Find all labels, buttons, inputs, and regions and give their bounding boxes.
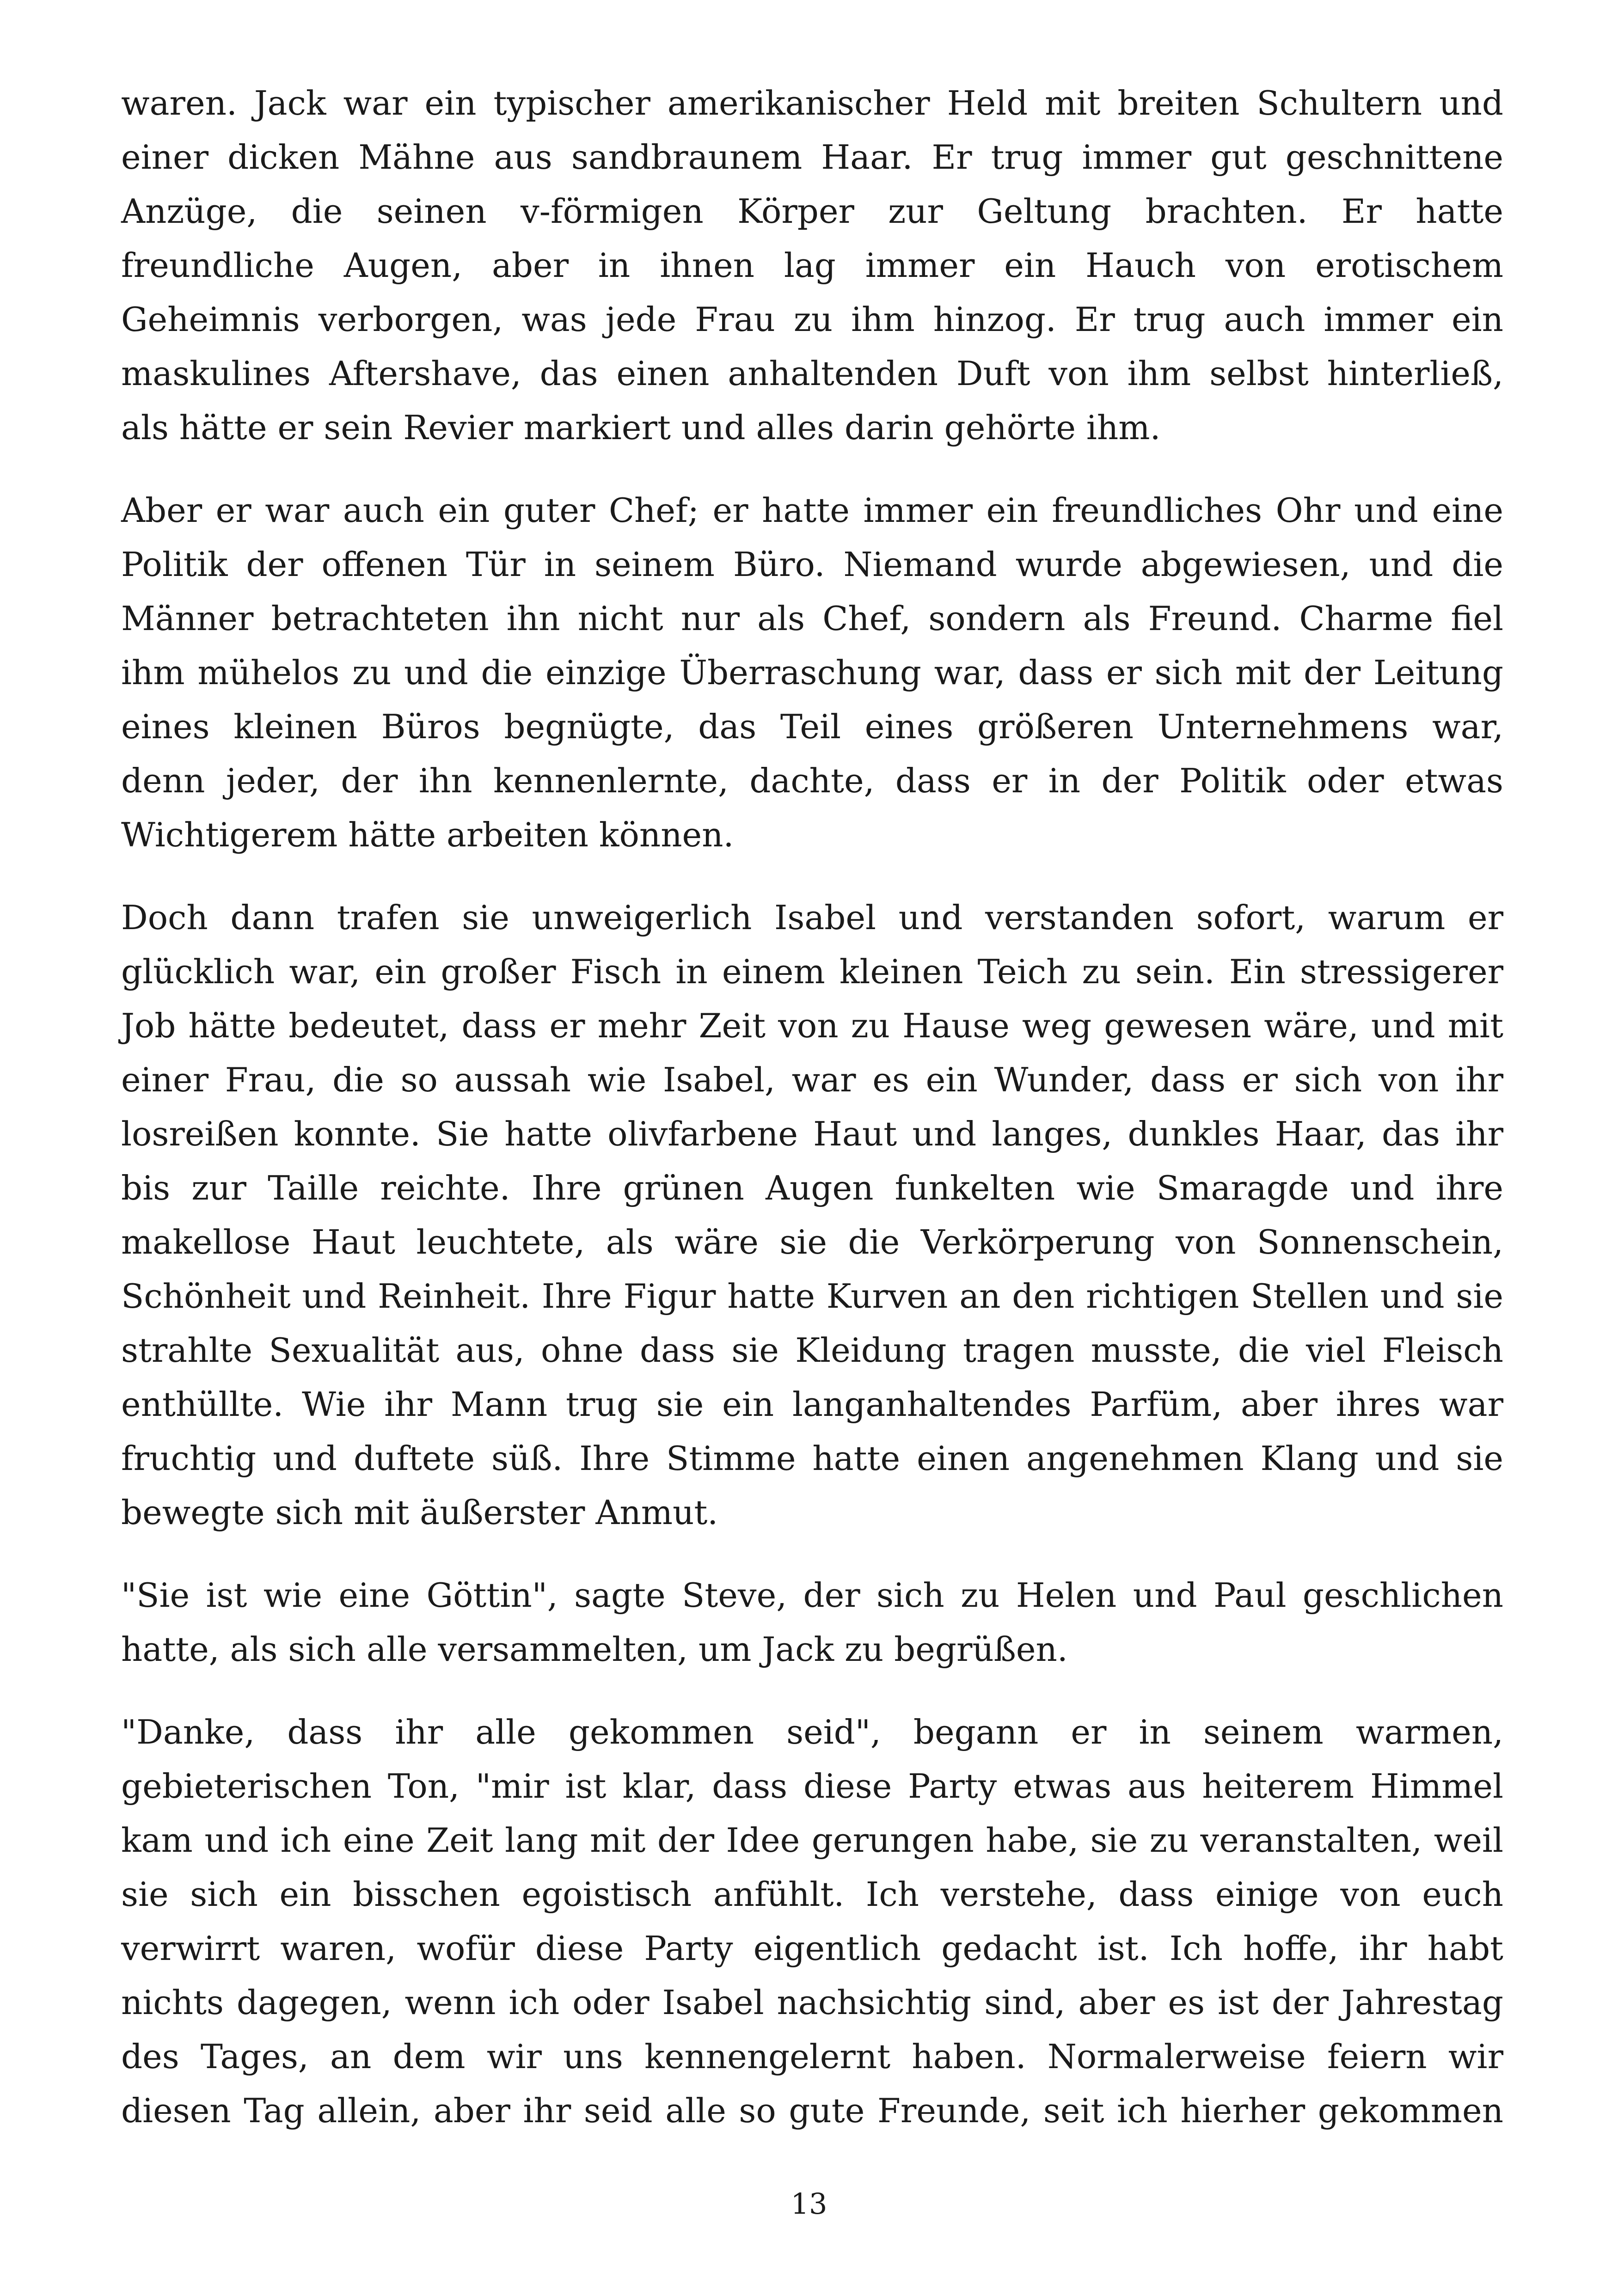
text-line: strahlte Sexualität aus, ohne dass sie Kleidung tragen musste, die viel Fleisch (121, 1331, 1503, 1370)
text-line: Doch dann trafen sie unweigerlich Isabel und verstanden sofort, warum er (121, 898, 1503, 937)
text-line: einer Frau, die so aussah wie Isabel, war es ein Wunder, dass er sich von ihr (121, 1060, 1503, 1099)
text-line: sie sich ein bisschen egoistisch anfühlt. Ich verstehe, dass einige von euch (121, 1875, 1503, 1914)
paragraph (121, 1705, 1503, 2138)
text-line: verwirrt waren, wofür diese Party eigentlich gedacht ist. Ich hoffe, ihr habt (121, 1929, 1503, 1968)
text-column (121, 76, 1503, 2138)
text-line: des Tages, an dem wir uns kennengelernt haben. Normalerweise feiern wir (121, 2037, 1503, 2076)
text-line: Wichtigerem hätte arbeiten können. (121, 815, 734, 854)
paragraph (121, 891, 1503, 1540)
text-line: bis zur Taille reichte. Ihre grünen Augen funkelten wie Smaragde und ihre (121, 1169, 1503, 1207)
page-number: 13 (791, 2187, 827, 2221)
paragraph (121, 1568, 1503, 1677)
text-line: freundliche Augen, aber in ihnen lag immer ein Hauch von erotischem (121, 246, 1503, 285)
text-line: Aber er war auch ein guter Chef; er hatte immer ein freundliches Ohr und eine (121, 491, 1503, 530)
text-line: als hätte er sein Revier markiert und alles darin gehörte ihm. (121, 408, 1161, 447)
text-line: ihm mühelos zu und die einzige Überraschung war, dass er sich mit der Leitung (121, 653, 1503, 692)
text-line: diesen Tag allein, aber ihr seid alle so gute Freunde, seit ich hierher gekommen (121, 2091, 1503, 2130)
text-line: hatte, als sich alle versammelten, um Jack zu begrüßen. (121, 1630, 1068, 1669)
text-line: "Sie ist wie eine Göttin", sagte Steve, der sich zu Helen und Paul geschlichen (121, 1576, 1503, 1615)
text-line: fruchtig und duftete süß. Ihre Stimme hatte einen angenehmen Klang und sie (121, 1439, 1503, 1478)
text-line: maskulines Aftershave, das einen anhaltenden Duft von ihm selbst hinterließ, (121, 354, 1503, 393)
text-line: eines kleinen Büros begnügte, das Teil eines größeren Unternehmens war, (121, 707, 1503, 746)
paragraph (121, 484, 1503, 862)
text-line: glücklich war, ein großer Fisch in einem kleinen Teich zu sein. Ein stressigerer (121, 952, 1503, 991)
text-line: waren. Jack war ein typischer amerikanischer Held mit breiten Schultern und (121, 84, 1503, 122)
text-line: denn jeder, der ihn kennenlernte, dachte, dass er in der Politik oder etwas (121, 761, 1503, 800)
text-line: nichts dagegen, wenn ich oder Isabel nachsichtig sind, aber es ist der Jahrestag (121, 1983, 1503, 2022)
text-line: gebieterischen Ton, "mir ist klar, dass diese Party etwas aus heiterem Himmel (121, 1767, 1503, 1806)
text-line: Anzüge, die seinen v-förmigen Körper zur Geltung brachten. Er hatte (121, 192, 1503, 231)
text-line: bewegte sich mit äußerster Anmut. (121, 1493, 718, 1532)
paragraph (121, 76, 1503, 455)
text-line: Schönheit und Reinheit. Ihre Figur hatte Kurven an den richtigen Stellen und sie (121, 1277, 1503, 1316)
text-line: Politik der offenen Tür in seinem Büro. Niemand wurde abgewiesen, und die (121, 545, 1503, 584)
text-line: kam und ich eine Zeit lang mit der Idee gerungen habe, sie zu veranstalten, weil (121, 1821, 1503, 1860)
text-line: losreißen konnte. Sie hatte olivfarbene Haut und langes, dunkles Haar, das ihr (121, 1114, 1503, 1153)
text-line: Geheimnis verborgen, was jede Frau zu ihm hinzog. Er trug auch immer ein (121, 300, 1503, 339)
text-line: enthüllte. Wie ihr Mann trug sie ein langanhaltendes Parfüm, aber ihres war (121, 1385, 1503, 1424)
text-line: Job hätte bedeutet, dass er mehr Zeit von zu Hause weg gewesen wäre, und mit (121, 1006, 1503, 1045)
text-line: makellose Haut leuchtete, als wäre sie die Verkörperung von Sonnenschein, (121, 1223, 1503, 1261)
text-line: "Danke, dass ihr alle gekommen seid", begann er in seinem warmen, (121, 1713, 1503, 1751)
text-line: einer dicken Mähne aus sandbraunem Haar. Er trug immer gut geschnittene (121, 138, 1503, 177)
page-body (121, 76, 1503, 2167)
text-line: Männer betrachteten ihn nicht nur als Chef, sondern als Freund. Charme fiel (121, 599, 1503, 638)
